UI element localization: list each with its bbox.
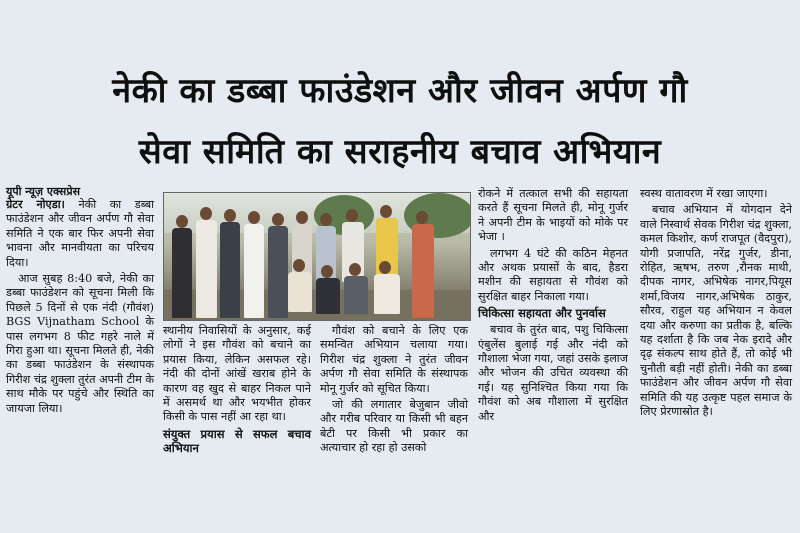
article-paragraph: बचाव के तुरंत बाद, पशु चिकित्सा एंबुलेंस बुलाई गई और नंदी को गौशाला भेजा गया, जहां उसके इलाज और भोजन की उचित व्यवस्था की गई। यह सुनिश्चित किया गया कि गौवंश को अब गौशाला में सुरक्षित और <box>478 323 628 423</box>
article-paragraph: स्वस्थ वातावरण में रखा जाएगा। <box>640 187 768 200</box>
article-paragraph: आज सुबह 8:40 बजे, नेकी का डब्बा फाउंडेशन को सूचना मिली कि पिछले 5 दिनों से एक नंदी (गौवंश) BGS Vijnatham School के पास लगभग 8 फीट गहरे नाले में गिरा हुआ था। सूचना मिलते ही, नेकी का डब्बा फाउंडेशन के संस्थापक गिरीश चंद्र शुक्ला तुरंत अपनी टीम के साथ मौके पर पहुंचे और स्थिति का जायजा लिया। <box>6 272 155 415</box>
byline-place: ग्रेटर नोएडा। <box>6 198 65 211</box>
section-heading: संयुक्त प्रयास से सफल बचाव अभियान <box>163 426 311 455</box>
byline <box>6 185 154 198</box>
article-column-3 <box>320 324 468 458</box>
team-group-photo <box>163 192 471 321</box>
article-text: नेकी का डब्बा फाउंडेशन और जीवन अर्पण गौ सेवा समिति ने एक बार फिर अपनी सेवा भावना और मानवीयता का परिचय दिया। <box>6 198 154 269</box>
article-paragraph <box>6 198 154 270</box>
article-paragraph: जो की लगातार बेजुबान जीवो और गरीब परिवार या किसी भी बहन बेटी पर किसी भी प्रकार का अत्याचार हो रहा हो उसको <box>320 398 468 455</box>
article-column-1 <box>6 185 154 418</box>
section-heading: चिकित्सा सहायता और पुनर्वास <box>478 306 606 321</box>
article-paragraph: बचाव अभियान में योगदान देने वाले निस्वार्थ सेवक गिरीश चंद्र शुक्ला, कमल किशोर, कर्ण राजपूत (वैदपुरा), योगी प्रजापति, नरेंद्र गुर्जर, डीना, रोहित, ऋषभ, तरुण ,रौनक माथी, दीपक नागर, अभिषेक नागर,पियूस शर्मा,विजय नागर,अभिषेक ठाकुर, सौरव, राहुल यह अभियान न केवल दया और करुणा का प्रतीक है, बल्कि यह दर्शाता है कि जब नेक इरादे और दृढ़ संकल्प साथ होते हैं, तो कोई भी चुनौती बड़ी नहीं होती। नेकी का डब्बा फाउंडेशन और जीवन अर्पण गौ सेवा समिति की यह उत्कृष्ट पहल समाज के लिए प्रेरणास्रोत है। <box>640 203 792 419</box>
article-paragraph: स्थानीय निवासियों के अनुसार, कई लोगों ने इस गौवंश को बचाने का प्रयास किया, लेकिन असफल रहे। नंदी की दोनों आंखें खराब होने के कारण वह खुद से बाहर निकल पाने में असमर्थ था और भयभीत होकर किसी के पास नहीं आ रहा था। <box>163 324 311 424</box>
headline-line-1: नेकी का डब्बा फाउंडेशन और जीवन अर्पण गौ <box>112 71 688 111</box>
headline-line-2: सेवा समिति का सराहनीय बचाव अभियान <box>138 132 662 172</box>
article-column-5 <box>640 187 792 422</box>
byline-agency: यूपी न्यूज़ एक्सप्रेस <box>6 185 81 198</box>
article-column-4 <box>478 187 628 426</box>
article-paragraph: गौवंश को बचाने के लिए एक समन्वित अभियान चलाया गया। गिरीश चंद्र शुक्ला ने तुरंत जीवन अर्पण गौ सेवा समिति के संस्थापक मोनू गुर्जर को सूचित किया। <box>320 324 468 395</box>
article-paragraph: लगभग 4 घंटे की कठिन मेहनत और अथक प्रयासों के बाद, हैडरा मशीन की सहायता से गौवंश को सुरक्षित बाहर निकाला गया। <box>478 246 628 303</box>
article-paragraph: रोकने में तत्काल सभी की सहायता करते हैं सूचना मिलते ही, मोनू गुर्जर ने अपनी टीम के भाइयों को मोके पर भेजा । <box>478 187 628 244</box>
article-column-2 <box>163 324 311 458</box>
